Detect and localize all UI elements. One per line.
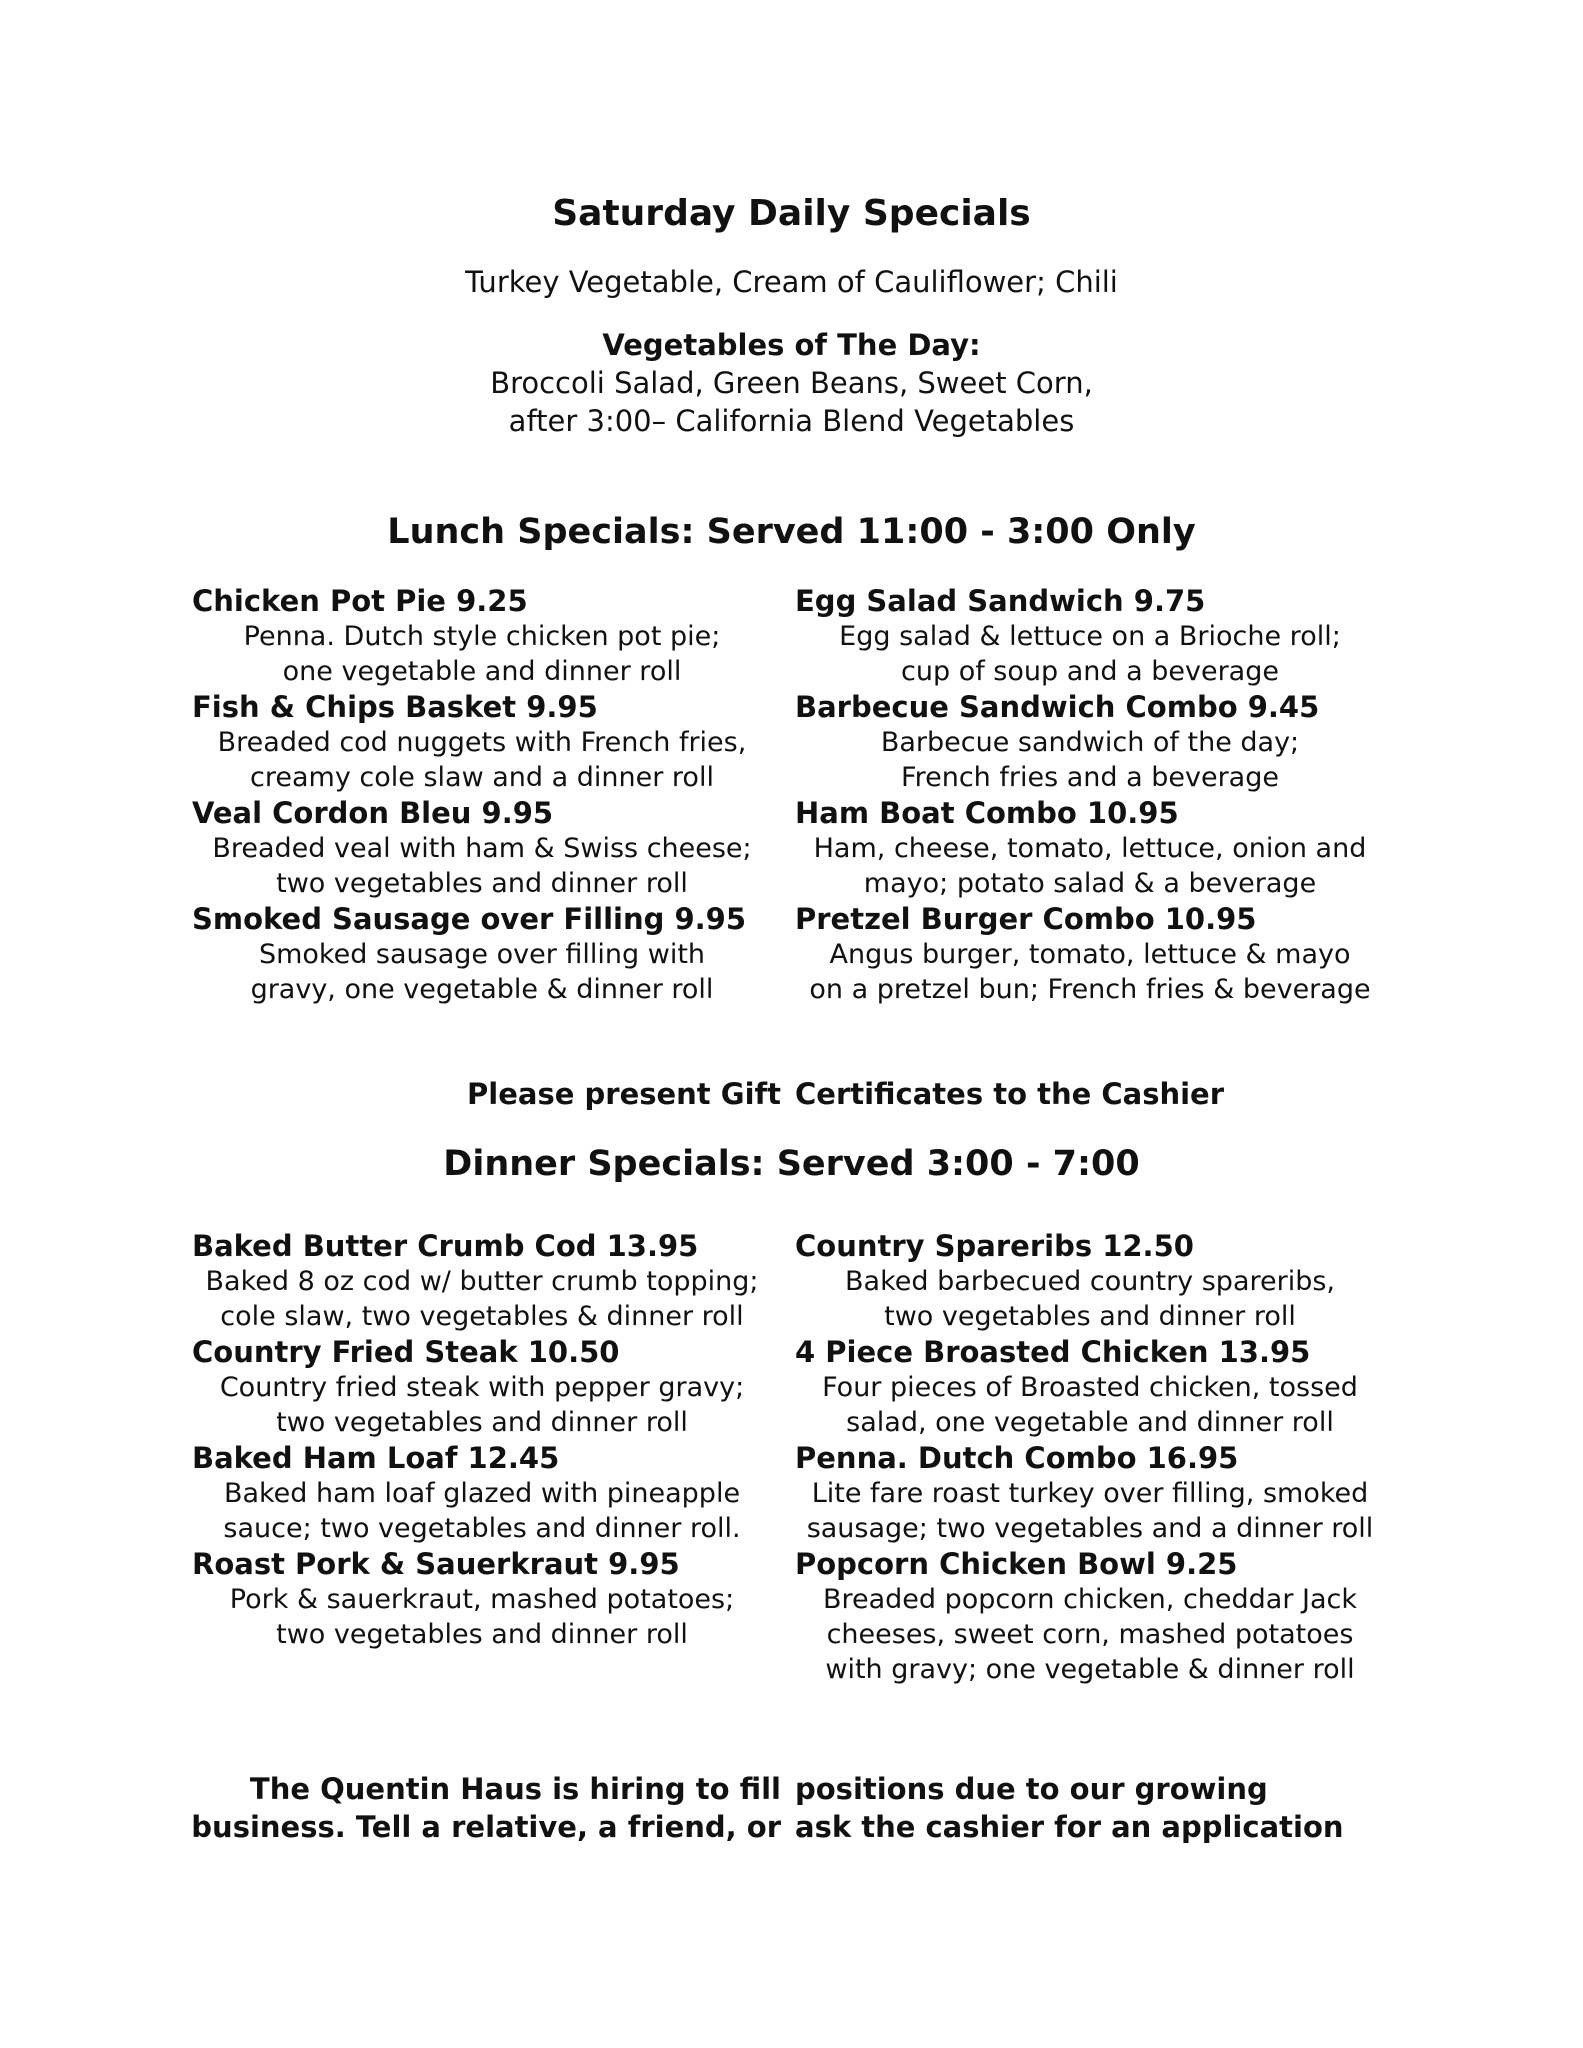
menu-item-description-line: Pork & sauerkraut, mashed potatoes; [229, 1584, 735, 1615]
menu-item-name: Ham Boat Combo 10.95 [795, 796, 1179, 830]
menu-item-description-line: Baked ham loaf glazed with pineapple [223, 1478, 741, 1509]
menu-item-name: Veal Cordon Bleu 9.95 [192, 796, 554, 830]
vegetables-line-2: after 3:00– California Blend Vegetables [508, 404, 1075, 438]
menu-item-description [192, 831, 772, 901]
dinner-right-column [795, 1228, 1405, 1687]
menu-item-description-line: Four pieces of Broasted chicken, tossed [822, 1372, 1358, 1403]
menu-item-description-line: two vegetables and dinner roll [276, 868, 688, 899]
menu-item-description [795, 725, 1385, 795]
menu-item-description [192, 1582, 772, 1652]
menu-item-description-line: Barbecue sandwich of the day; [880, 727, 1300, 758]
menu-item-description [192, 725, 772, 795]
menu-item [192, 1334, 802, 1440]
menu-item-description [795, 937, 1385, 1007]
menu-item-description-line: Baked 8 oz cod w/ butter crumb topping; [205, 1266, 759, 1297]
menu-item-description-line: gravy, one vegetable & dinner roll [250, 974, 714, 1005]
menu-item [795, 901, 1405, 1007]
menu-item-name: Pretzel Burger Combo 10.95 [795, 902, 1257, 936]
menu-item-description [795, 831, 1385, 901]
menu-item-name: Chicken Pot Pie 9.25 [192, 584, 528, 618]
menu-item-description-line: one vegetable and dinner roll [282, 656, 682, 687]
menu-item-name: Popcorn Chicken Bowl 9.25 [795, 1547, 1238, 1581]
menu-item-name: Egg Salad Sandwich 9.75 [795, 584, 1206, 618]
hiring-notice-line1-right: positions due to our growing [795, 1772, 1268, 1806]
menu-item [795, 689, 1405, 795]
vegetables-heading: Vegetables of The Day: [602, 328, 981, 362]
menu-item-description-line: two vegetables and dinner roll [276, 1619, 688, 1650]
menu-item-description-line: creamy cole slaw and a dinner roll [250, 762, 714, 793]
menu-item [795, 1546, 1405, 1687]
menu-item-name: Baked Ham Loaf 12.45 [192, 1441, 560, 1475]
menu-item-name: Fish & Chips Basket 9.95 [192, 690, 598, 724]
menu-item-description [192, 619, 772, 689]
menu-item-description [795, 619, 1385, 689]
menu-item-description-line: Ham, cheese, tomato, lettuce, onion and [813, 833, 1367, 864]
menu-item-name: Smoked Sausage over Filling 9.95 [192, 902, 747, 936]
menu-item [192, 1228, 802, 1334]
menu-item [192, 901, 802, 1007]
menu-item-name: Penna. Dutch Combo 16.95 [795, 1441, 1239, 1475]
hiring-notice-line1-left: The Quentin Haus is hiring to fill [249, 1772, 781, 1806]
menu-item [795, 583, 1405, 689]
menu-item-description [795, 1264, 1385, 1334]
menu-item-description [192, 1476, 772, 1546]
menu-item [192, 1440, 802, 1546]
soups-of-the-day: Turkey Vegetable, Cream of Cauliflower; Chili [465, 265, 1118, 299]
menu-item [795, 1440, 1405, 1546]
menu-item-description-line: with gravy; one vegetable & dinner roll [825, 1654, 1355, 1685]
menu-item-description-line: Penna. Dutch style chicken pot pie; [243, 621, 721, 652]
lunch-right-column [795, 583, 1405, 1007]
menu-item-name: 4 Piece Broasted Chicken 13.95 [795, 1335, 1311, 1369]
page-title: Saturday Daily Specials [552, 193, 1031, 234]
lunch-left-column [192, 583, 802, 1007]
menu-item-description-line: on a pretzel bun; French fries & beverage [809, 974, 1371, 1005]
gift-notice-right: Certificates to the Cashier [795, 1077, 1225, 1111]
menu-item-description [192, 937, 772, 1007]
menu-item-description-line: Angus burger, tomato, lettuce & mayo [829, 939, 1351, 970]
hiring-notice-line2-left: business. Tell a relative, a friend, or [191, 1810, 781, 1844]
menu-item [795, 795, 1405, 901]
menu-item-description-line: Country fried steak with pepper gravy; [219, 1372, 745, 1403]
menu-item-description-line: salad, one vegetable and dinner roll [846, 1407, 1334, 1438]
menu-item-name: Roast Pork & Sauerkraut 9.95 [192, 1547, 680, 1581]
menu-item-description-line: two vegetables and dinner roll [276, 1407, 688, 1438]
menu-item-description-line: French fries and a beverage [901, 762, 1279, 793]
menu-item-description-line: cup of soup and a beverage [901, 656, 1279, 687]
menu-item-description-line: Breaded cod nuggets with French fries, [217, 727, 747, 758]
gift-notice-left: Please present Gift [467, 1077, 781, 1111]
menu-item-description-line: Breaded veal with ham & Swiss cheese; [212, 833, 752, 864]
menu-item-description-line: two vegetables and dinner roll [884, 1301, 1296, 1332]
dinner-left-column [192, 1228, 802, 1652]
menu-item-name: Baked Butter Crumb Cod 13.95 [192, 1229, 699, 1263]
menu-item-name: Country Fried Steak 10.50 [192, 1335, 620, 1369]
menu-item [192, 795, 802, 901]
menu-item-description [795, 1476, 1385, 1546]
menu-item-description-line: Breaded popcorn chicken, cheddar Jack [822, 1584, 1358, 1615]
hiring-notice-line2-right: ask the cashier for an application [795, 1810, 1344, 1844]
menu-item-description [192, 1370, 772, 1440]
menu-item-description [795, 1582, 1385, 1687]
menu-item-description-line: Baked barbecued country spareribs, [845, 1266, 1335, 1297]
menu-item-description-line: sauce; two vegetables and dinner roll. [223, 1513, 741, 1544]
menu-item-description [192, 1264, 772, 1334]
menu-item-name: Country Spareribs 12.50 [795, 1229, 1194, 1263]
menu-item-description-line: Egg salad & lettuce on a Brioche roll; [839, 621, 1341, 652]
menu-item-description-line: cheeses, sweet corn, mashed potatoes [826, 1619, 1354, 1650]
dinner-specials-heading: Dinner Specials: Served 3:00 - 7:00 [443, 1144, 1140, 1184]
menu-item [795, 1334, 1405, 1440]
menu-item-name: Barbecue Sandwich Combo 9.45 [795, 690, 1320, 724]
menu-item [192, 689, 802, 795]
vegetables-line-1: Broccoli Salad, Green Beans, Sweet Corn, [490, 366, 1093, 400]
menu-item-description-line: sausage; two vegetables and a dinner roll [806, 1513, 1374, 1544]
menu-item-description-line: mayo; potato salad & a beverage [863, 868, 1317, 899]
menu-item-description-line: Lite fare roast turkey over filling, smoked [811, 1478, 1369, 1509]
menu-item-description [795, 1370, 1385, 1440]
menu-item [192, 583, 802, 689]
menu-item-description-line: Smoked sausage over filling with [258, 939, 706, 970]
menu-item [192, 1546, 802, 1652]
lunch-specials-heading: Lunch Specials: Served 11:00 - 3:00 Only [387, 512, 1196, 552]
menu-item [795, 1228, 1405, 1334]
menu-item-description-line: cole slaw, two vegetables & dinner roll [220, 1301, 744, 1332]
